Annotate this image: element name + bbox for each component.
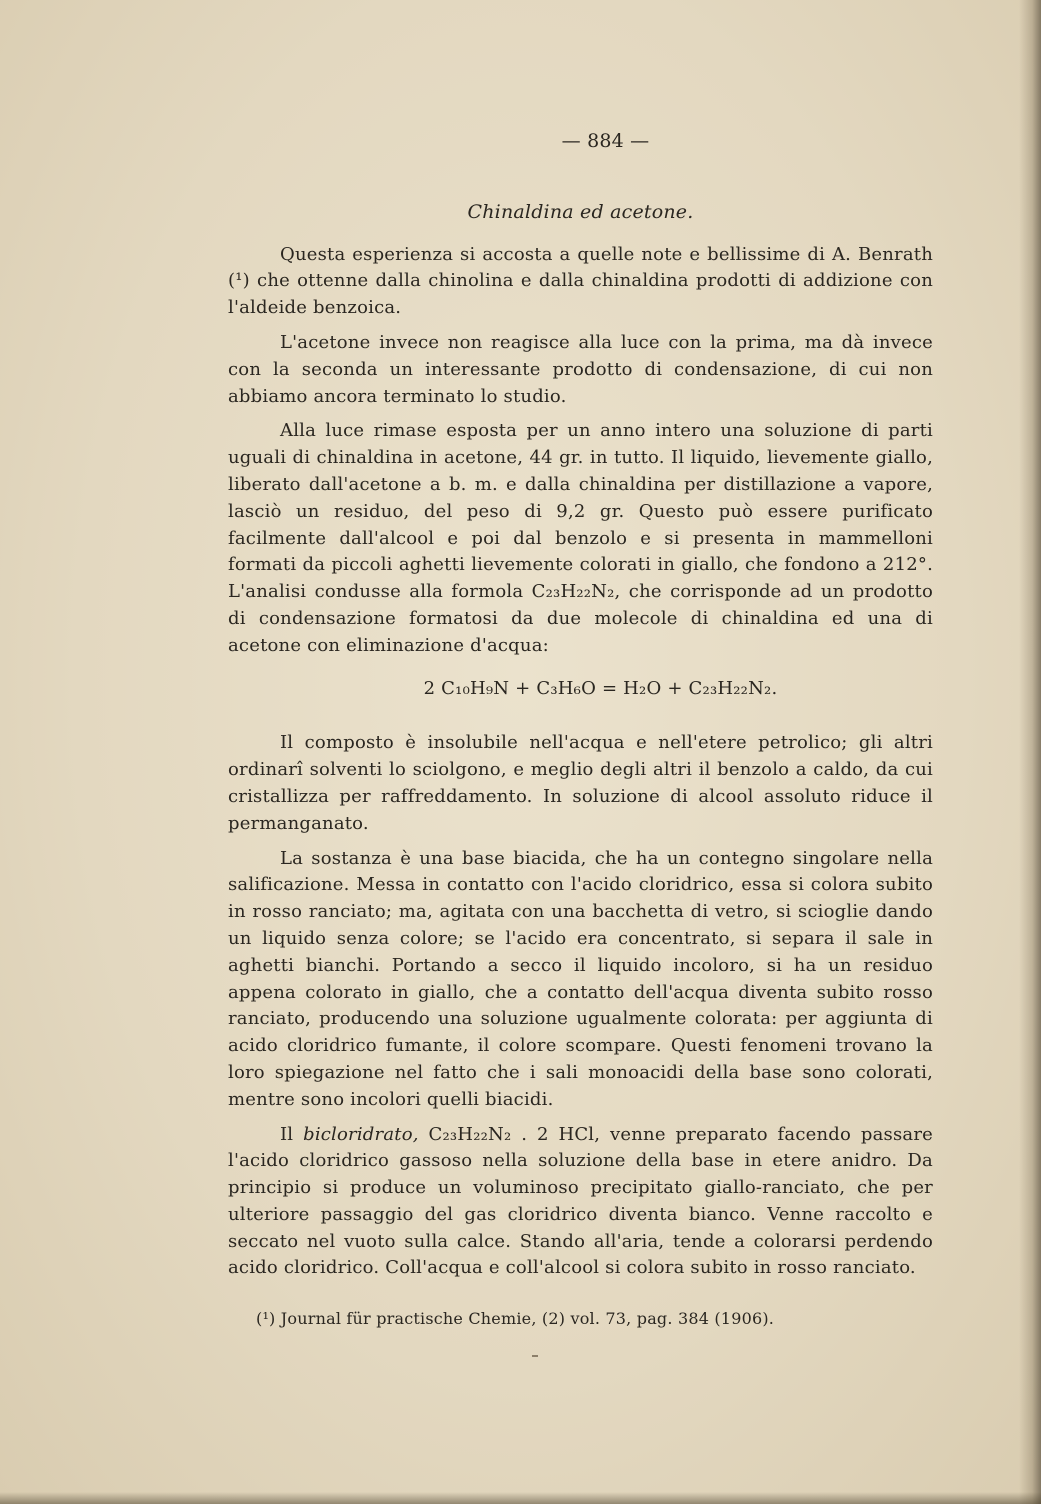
- paragraph-3: Alla luce rimase esposta per un anno intero una soluzione di parti uguali di chinaldina in acetone, 44 gr. in tutto. Il liquido, lievemente giallo, liberato dall'acetone a b. m. e dalla chinaldina per distillazione a vapore, lasciò un residuo, del peso di 9,2 gr. Questo può essere purificato facilmente dall'alcool e poi dal benzolo e si presenta in mammelloni formati da piccoli aghetti lievemente colorati in giallo, che fondono a 212°. L'analisi condusse alla formola C₂₃H₂₂N₂, che corrisponde ad un prodotto di condensazione formatosi da due molecole di chinaldina ed una di acetone con eliminazione d'acqua:: [228, 420, 933, 656]
- page-content: [228, 128, 933, 1341]
- footnote: (¹) Journal für practische Chemie, (2) vol. 73, pag. 384 (1906).: [256, 1309, 775, 1329]
- paragraph-6: [228, 1122, 933, 1283]
- page-edge-shadow-bottom: [0, 1492, 1041, 1504]
- page-number: — 884 —: [561, 130, 650, 152]
- paragraph-2: L'acetone invece non reagisce alla luce con la prima, ma dà invece con la seconda un interessante prodotto di condensazione, di cui non abbiamo ancora terminato lo studio.: [228, 331, 933, 407]
- paragraph-6-intro: Il: [280, 1123, 304, 1145]
- bicloridrato-term: bicloridrato,: [303, 1123, 419, 1145]
- section-title: Chinaldina ed acetone.: [467, 200, 694, 223]
- page-edge-shadow-right: [1019, 0, 1041, 1504]
- chemical-equation: 2 C₁₀H₉N + C₃H₆O = H₂O + C₂₃H₂₂N₂.: [423, 677, 778, 699]
- page-mark: [532, 1355, 538, 1357]
- paragraph-5: La sostanza è una base biacida, che ha un contegno singolare nella salificazione. Messa in contatto con l'acido cloridrico, essa si colora subito in rosso ranciato; ma, agitata con una bacchetta di vetro, si scioglie dando un liquido senza colore; se l'acido era concentrato, si separa il sale in aghetti bianchi. Portando a secco il liquido incoloro, si ha un residuo appena colorato in giallo, che a contatto dell'acqua diventa subito rosso ranciato, producendo una soluzione ugualmente colorata: per aggiunta di acido cloridrico fumante, il colore scompare. Questi fenomeni trovano la loro spiegazione nel fatto che i sali monoacidi della base sono colorati, mentre sono incolori quelli biacidi.: [228, 847, 933, 1110]
- paragraph-4: Il composto è insolubile nell'acqua e nell'etere petrolico; gli altri ordinarî solventi lo sciolgono, e meglio degli altri il benzolo a caldo, da cui cristallizza per raffreddamento. In soluzione di alcool assoluto riduce il permanganato.: [228, 732, 933, 834]
- paragraph-1: Questa esperienza si accosta a quelle note e bellissime di A. Benrath (¹) che ottenne dalla chinolina e dalla chinaldina prodotti di addizione con l'aldeide benzoica.: [228, 243, 933, 319]
- paragraph-6-rest: C₂₃H₂₂N₂ . 2 HCl, venne preparato facendo passare l'acido cloridrico gassoso nella soluzione della base in etere anidro. Da principio si produce un voluminoso precipitato giallo-ranciato, che per ulteriore passaggio del gas cloridrico diventa bianco. Venne raccolto e seccato nel vuoto sulla calce. Stando all'aria, tende a colorarsi perdendo acido cloridrico. Coll'acqua e coll'alcool si colora subito in rosso ranciato.: [228, 1123, 933, 1279]
